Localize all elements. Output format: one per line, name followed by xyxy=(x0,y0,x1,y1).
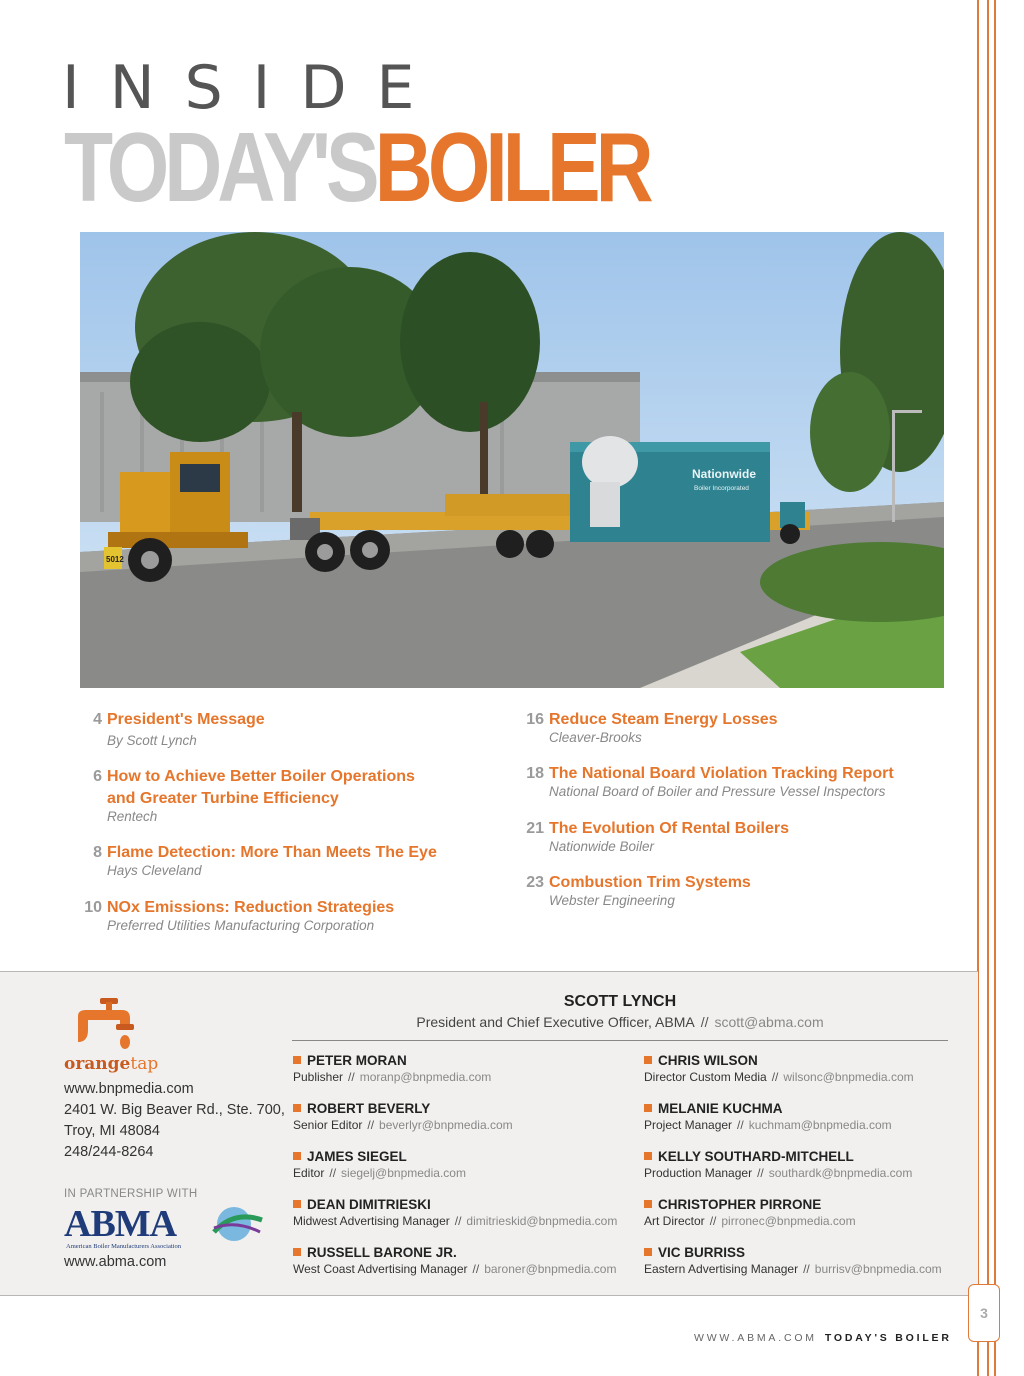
staff-role-line xyxy=(644,1214,856,1228)
staff-role: Editor xyxy=(293,1166,325,1180)
toc-subtitle: Cleaver-Brooks xyxy=(549,730,642,745)
staff-name-text: ROBERT BEVERLY xyxy=(307,1101,431,1116)
toc-page-number: 18 xyxy=(526,765,544,782)
staff-role-line xyxy=(644,1262,942,1276)
running-footer xyxy=(694,1332,952,1344)
truck-plate: 5012 xyxy=(106,555,124,564)
toc-page-number: 4 xyxy=(93,711,102,728)
toc-page-number: 6 xyxy=(93,768,102,785)
toc-page-number: 10 xyxy=(84,899,102,916)
orangetap-word-b: tap xyxy=(130,1054,159,1074)
staff-role: West Coast Advertising Manager xyxy=(293,1262,468,1276)
toc-subtitle: Nationwide Boiler xyxy=(549,839,655,854)
staff-role-line xyxy=(644,1118,892,1132)
toc-subtitle: Webster Engineering xyxy=(549,893,675,908)
staff-name-text: CHRISTOPHER PIRRONE xyxy=(658,1197,822,1212)
bullet-icon xyxy=(293,1056,301,1064)
ceo-name: SCOTT LYNCH xyxy=(563,993,677,1010)
staff-name xyxy=(644,1053,758,1068)
bullet-icon xyxy=(644,1248,652,1256)
publisher-phone: 248/244-8264 xyxy=(64,1144,154,1160)
staff-email[interactable]: siegelj@bnpmedia.com xyxy=(341,1166,466,1180)
toc-page-number: 16 xyxy=(526,711,544,728)
ceo-title-line xyxy=(290,1014,950,1030)
staff-role: Publisher xyxy=(293,1070,344,1084)
ceo-title: President and Chief Executive Officer, ABMA xyxy=(416,1014,695,1030)
staff-role: Project Manager xyxy=(644,1118,733,1132)
staff-role-line xyxy=(293,1262,616,1276)
bullet-icon xyxy=(644,1200,652,1208)
staff-role: Eastern Advertising Manager xyxy=(644,1262,799,1276)
toc-title[interactable]: How to Achieve Better Boiler Operations xyxy=(107,768,415,785)
staff-email[interactable]: dimitrieskid@bnpmedia.com xyxy=(466,1214,618,1228)
staff-role-line xyxy=(293,1166,466,1180)
abma-url[interactable]: www.abma.com xyxy=(64,1254,167,1270)
staff-email[interactable]: wilsonc@bnpmedia.com xyxy=(783,1070,914,1084)
separator: // xyxy=(757,1166,764,1180)
staff-role: Senior Editor xyxy=(293,1118,363,1132)
staff-name xyxy=(293,1197,431,1212)
separator: // xyxy=(803,1262,810,1276)
toc-subtitle: National Board of Boiler and Pressure Vessel Inspectors xyxy=(549,784,886,799)
toc-page-number: 23 xyxy=(526,874,544,891)
staff-role: Production Manager xyxy=(644,1166,753,1180)
footer-site[interactable]: WWW.ABMA.COM xyxy=(694,1332,817,1344)
boiler-truck-photo xyxy=(80,232,944,688)
boiler-brand-subtext: Boiler Incorporated xyxy=(694,485,749,492)
margin-rule xyxy=(994,0,996,1376)
toc-title[interactable]: President's Message xyxy=(107,711,265,728)
staff-name xyxy=(644,1149,854,1164)
staff-role-line xyxy=(644,1166,912,1180)
staff-name-text: CHRIS WILSON xyxy=(658,1053,758,1068)
staff-email[interactable]: beverlyr@bnpmedia.com xyxy=(379,1118,513,1132)
orangetap-wordmark xyxy=(64,1054,158,1074)
header-title xyxy=(64,112,649,222)
margin-rule xyxy=(987,0,989,1376)
staff-name xyxy=(293,1149,407,1164)
toc-subtitle: Rentech xyxy=(107,809,158,824)
staff-email[interactable]: southardk@bnpmedia.com xyxy=(768,1166,913,1180)
toc-title[interactable]: Flame Detection: More Than Meets The Eye xyxy=(107,844,437,861)
publisher-url[interactable]: www.bnpmedia.com xyxy=(64,1081,194,1097)
partnership-label: IN PARTNERSHIP WITH xyxy=(64,1188,198,1200)
abma-logo xyxy=(64,1202,264,1252)
staff-name-text: RUSSELL BARONE JR. xyxy=(307,1245,457,1260)
toc-title[interactable]: The National Board Violation Tracking Report xyxy=(549,765,894,782)
page-number: 3 xyxy=(968,1284,1000,1342)
abma-wordmark: ABMA xyxy=(64,1203,177,1245)
staff-name xyxy=(644,1197,821,1212)
publisher-address-1: 2401 W. Big Beaver Rd., Ste. 700, xyxy=(64,1102,285,1118)
header-title-boiler: BOILER xyxy=(374,112,649,222)
staff-role: Midwest Advertising Manager xyxy=(293,1214,450,1228)
separator: // xyxy=(709,1214,717,1228)
bullet-icon xyxy=(644,1104,652,1112)
toc-page-number: 8 xyxy=(93,844,102,861)
staff-role-line xyxy=(644,1070,914,1084)
toc-subtitle: Preferred Utilities Manufacturing Corporation xyxy=(107,918,375,933)
staff-name xyxy=(644,1101,783,1116)
staff-name-text: JAMES SIEGEL xyxy=(307,1149,407,1164)
separator: // xyxy=(454,1214,462,1228)
toc-title[interactable]: Combustion Trim Systems xyxy=(549,874,751,891)
toc-subtitle: Hays Cleveland xyxy=(107,863,202,878)
publisher-address-2: Troy, MI 48084 xyxy=(64,1123,160,1139)
toc-page-number: 21 xyxy=(526,820,544,837)
orangetap-faucet-icon xyxy=(64,996,144,1054)
bullet-icon xyxy=(644,1152,652,1160)
abma-tagline: American Boiler Manufacturers Association xyxy=(66,1243,181,1250)
separator: // xyxy=(700,1014,709,1030)
cover-photo xyxy=(80,232,944,688)
bullet-icon xyxy=(293,1248,301,1256)
staff-role-line xyxy=(293,1070,491,1084)
bullet-icon xyxy=(293,1152,301,1160)
separator: // xyxy=(348,1070,355,1084)
staff-role-line xyxy=(293,1214,617,1228)
toc-title[interactable]: Reduce Steam Energy Losses xyxy=(549,711,778,728)
boiler-brand-text: Nationwide xyxy=(692,467,757,481)
staff-name xyxy=(293,1053,407,1068)
staff-email[interactable]: baroner@bnpmedia.com xyxy=(484,1262,617,1276)
staff-email[interactable]: moranp@bnpmedia.com xyxy=(359,1070,492,1084)
header-inside: INSIDE xyxy=(62,53,445,123)
bullet-icon xyxy=(644,1056,652,1064)
divider xyxy=(292,1040,948,1041)
toc-title[interactable]: NOx Emissions: Reduction Strategies xyxy=(107,899,395,916)
separator: // xyxy=(329,1166,337,1180)
staff-email[interactable]: kuchmam@bnpmedia.com xyxy=(748,1118,892,1132)
staff-email[interactable]: burrisv@bnpmedia.com xyxy=(814,1262,942,1276)
bullet-icon xyxy=(293,1200,301,1208)
staff-role: Art Director xyxy=(644,1214,705,1228)
staff-name xyxy=(293,1101,430,1116)
ceo-email[interactable]: scott@abma.com xyxy=(714,1014,824,1030)
staff-name xyxy=(644,1245,745,1260)
separator: // xyxy=(367,1118,375,1132)
staff-name-text: PETER MORAN xyxy=(307,1053,407,1068)
separator: // xyxy=(737,1118,744,1132)
bullet-icon xyxy=(293,1104,301,1112)
staff-name-text: DEAN DIMITRIESKI xyxy=(307,1197,431,1212)
footer-magazine: TODAY'S BOILER xyxy=(824,1332,952,1344)
staff-name-text: KELLY SOUTHARD-MITCHELL xyxy=(658,1149,854,1164)
staff-name xyxy=(293,1245,457,1260)
header-title-todays: TODAY'S xyxy=(64,112,375,222)
toc-title-line-2[interactable]: and Greater Turbine Efficiency xyxy=(107,790,339,807)
staff-name-text: VIC BURRISS xyxy=(658,1245,746,1260)
separator: // xyxy=(771,1070,779,1084)
staff-name-text: MELANIE KUCHMA xyxy=(658,1101,783,1116)
staff-role-line xyxy=(293,1118,513,1132)
staff-role: Director Custom Media xyxy=(644,1070,767,1084)
separator: // xyxy=(472,1262,480,1276)
toc-title[interactable]: The Evolution Of Rental Boilers xyxy=(549,820,790,837)
orangetap-word-a: orange xyxy=(64,1054,131,1074)
staff-email[interactable]: pirronec@bnpmedia.com xyxy=(721,1214,856,1228)
toc-subtitle: By Scott Lynch xyxy=(107,733,197,748)
